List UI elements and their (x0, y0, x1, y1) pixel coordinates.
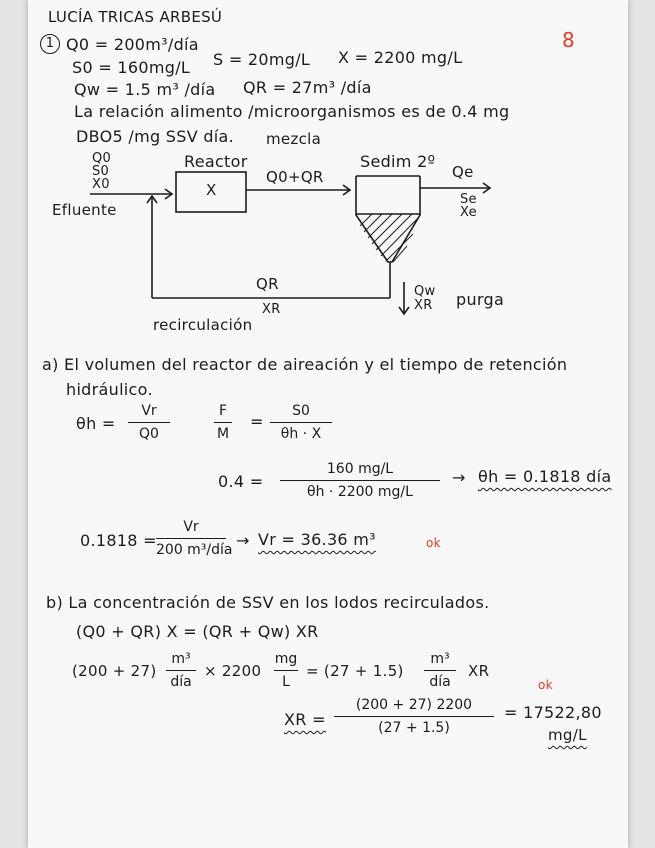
given-q0: Q0 = 200m³/día (66, 35, 199, 54)
purge-label: purga (456, 290, 505, 309)
vr-result: Vr = 36.36 m³ (258, 530, 376, 549)
flow-label: Q0+QR (266, 168, 324, 186)
ok-mark-a: ok (426, 536, 441, 550)
part-a-title-2: hidráulico. (66, 380, 153, 399)
fm-fraction (214, 402, 232, 443)
xr-lhs: XR = (284, 710, 326, 729)
theta-numerator: Vr (141, 403, 157, 419)
ok-mark-b: ok (538, 678, 553, 692)
eq2-unit1-num: m³ (171, 651, 191, 667)
part-b-title: b) La concentración de SSV en los lodos recirculados. (46, 593, 490, 612)
fm-rhs-denominator: θh · X (280, 426, 322, 442)
out-s: Se (460, 192, 477, 207)
eq2-unit3-num: m³ (430, 651, 450, 667)
fm-denominator: M (216, 426, 230, 442)
xr-denominator: (27 + 1.5) (378, 720, 450, 736)
calc-fraction (280, 460, 440, 501)
given-qr: QR = 27m³ /día (243, 78, 372, 97)
influent-x: X0 (92, 177, 110, 192)
given-statement-1: La relación alimento /microorganismos es de 0.4 mg (74, 102, 510, 121)
influent-s: S0 (92, 164, 110, 179)
xr-result-unit: mg/L (548, 726, 587, 744)
calc-lhs: 0.4 = (218, 472, 264, 491)
given-x: X = 2200 mg/L (338, 48, 463, 67)
eq2-part-b: × 2200 (204, 662, 262, 680)
grade-mark: 8 (562, 28, 576, 52)
problem-number: 1 (40, 34, 60, 54)
given-statement-2: DBO5 /mg SSV día. (76, 127, 235, 146)
settler-title: Sedim 2º (360, 152, 436, 171)
theta-denominator: Q0 (139, 426, 159, 442)
given-s: S = 20mg/L (213, 50, 311, 69)
influent-q: Q0 (92, 151, 112, 166)
xr-result-value: = 17522,80 (504, 703, 602, 722)
recycle-q: QR (256, 275, 279, 293)
theta-lhs: θh = (76, 414, 116, 433)
mix-label: mezcla (266, 130, 322, 148)
xr-numerator: (200 + 27) 2200 (355, 697, 473, 713)
part-a-title-1: a) El volumen del reactor de aireación y el tiempo de retención (42, 355, 568, 374)
eq2-unit2 (274, 650, 298, 691)
vr-arrow: → (236, 531, 250, 550)
theta-fraction (128, 402, 170, 443)
eq2-part-d: XR (468, 662, 490, 680)
eq2-unit1 (166, 650, 196, 691)
effluent-label: Efluente (52, 201, 117, 219)
recycle-label: recirculación (153, 316, 253, 334)
fm-equals: = (250, 412, 264, 431)
author-name: LUCÍA TRICAS ARBESÚ (48, 8, 223, 26)
purge-x: XR (414, 298, 433, 313)
eq2-unit1-den: día (170, 674, 192, 690)
vr-lhs: 0.1818 = (80, 531, 157, 550)
reactor-inner-x: X (206, 181, 217, 199)
theta-result: θh = 0.1818 día (478, 467, 612, 486)
calc-arrow: → (452, 468, 466, 487)
calc-numerator: 160 mg/L (326, 461, 394, 477)
out-q: Qe (452, 163, 474, 181)
xr-fraction (334, 696, 494, 737)
vr-denominator: 200 m³/día (156, 542, 233, 558)
given-qw: Qw = 1.5 m³ /día (74, 80, 216, 99)
vr-numerator: Vr (183, 519, 199, 535)
vr-fraction (156, 518, 233, 559)
fm-numerator: F (218, 403, 228, 419)
given-s0: S0 = 160mg/L (72, 58, 191, 77)
sludge-hatching (360, 214, 418, 262)
fm-rhs-numerator: S0 (292, 403, 310, 419)
eq2-unit2-den: L (282, 674, 290, 690)
fm-rhs-fraction (270, 402, 332, 443)
part-b-eq1: (Q0 + QR) X = (QR + Qw) XR (76, 622, 319, 641)
recycle-x: XR (262, 302, 281, 317)
eq2-part-c: = (27 + 1.5) (306, 662, 404, 680)
out-x: Xe (460, 205, 477, 220)
purge-q: Qw (414, 284, 436, 299)
eq2-part-a: (200 + 27) (72, 662, 157, 680)
eq2-unit3 (424, 650, 456, 691)
eq2-unit3-den: día (429, 674, 451, 690)
eq2-unit2-num: mg (274, 651, 298, 667)
calc-denominator: θh · 2200 mg/L (307, 484, 413, 500)
reactor-title: Reactor (184, 152, 248, 171)
